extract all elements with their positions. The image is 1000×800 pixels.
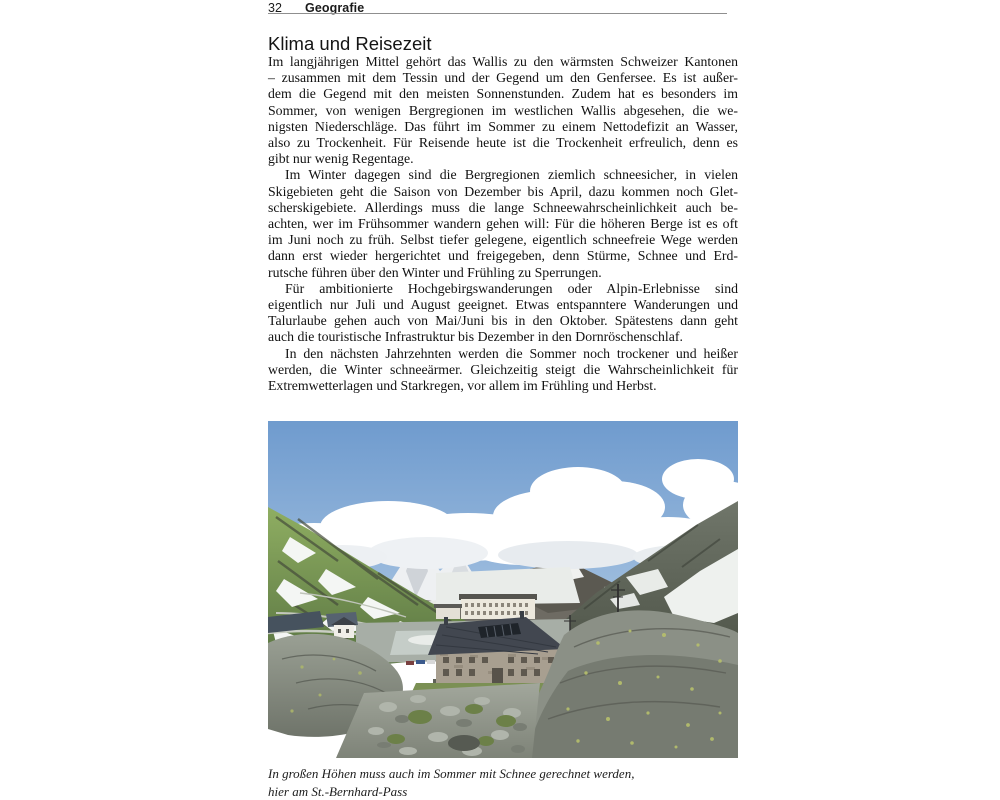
article-body — [268, 54, 738, 394]
body-line: Im Winter dagegen sind die Bergregionen ziemlich schneesicher, in vielen — [285, 167, 738, 183]
body-line: dann erst wieder hergerichtet und freigegeben, denn Stürme, Schnee und Erd- — [268, 248, 738, 264]
caption-line: In großen Höhen muss auch im Sommer mit Schnee gerechnet werden, — [268, 766, 635, 781]
scree-field — [336, 683, 540, 758]
body-line: rutsche führen über den Winter und Frühling zu Sperrungen. — [268, 264, 602, 280]
body-line: auch die touristische Infrastruktur bis Dezember in den Dornröschenschlaf. — [268, 329, 683, 345]
page-title: Klima und Reisezeit — [268, 33, 432, 55]
mountain-photo — [268, 421, 738, 758]
body-line: Im langjährigen Mittel gehört das Wallis zu den wärmsten Schweizer Kantonen — [268, 54, 738, 69]
body-line: eigentlich nur Juli und August geeignet. Etwas entspanntere Wanderungen und — [268, 297, 738, 313]
body-line: also zu Trockenheit. Für Reisende heute ist die Trockenheit erfreulich, denn es — [268, 135, 738, 151]
figure — [268, 421, 738, 800]
body-line: Extremwetterlagen und Starkregen, vor allem im Frühling und Herbst. — [268, 378, 657, 394]
body-line: gibt nur wenig Regentage. — [268, 151, 414, 167]
page-number: 32 — [268, 1, 282, 15]
figure-caption — [268, 765, 738, 800]
caption-line: hier am St.-Bernhard-Pass — [268, 783, 408, 799]
body-line: Für ambitionierte Hochgebirgswanderungen oder Alpin-Erlebnisse sind — [285, 280, 738, 296]
header-rule — [268, 13, 727, 14]
body-line: Skigebieten geht die Saison von Dezember bis April, dazu kommen noch Glet- — [268, 183, 738, 199]
body-line: In den nächsten Jahrzehnten werden die Sommer noch trockener und heißer — [285, 345, 738, 361]
body-line: im Juni noch zu früh. Selbst tiefer gelegene, eigentlich schneefreie Wege werden — [268, 232, 738, 248]
body-line: – zusammen mit dem Tessin und der Gegend um den Genfersee. Es ist außer- — [268, 70, 738, 86]
body-line: achten, wer im Frühsommer wandern gehen will: Für die höheren Berge ist es oft — [268, 216, 738, 232]
body-line: scherskigebiete. Allerdings muss die lange Schneewahrscheinlichkeit auch be- — [268, 199, 738, 215]
body-line: nigsten Niederschläge. Das führt im Sommer zu einem Nettodefizit an Wasser, — [268, 118, 738, 134]
section-title: Geografie — [305, 1, 365, 15]
body-line: Talurlaube gehen auch von Mai/Juni bis in den Oktober. Spätestens dann geht — [268, 313, 738, 329]
body-line: werden, die Winter schneeärmer. Gleichzeitig steigt die Wahrscheinlichkeit für — [268, 361, 738, 377]
body-line: Sommer, von wenigen Bergregionen im westlichen Wallis abgesehen, die we- — [268, 102, 738, 118]
body-line: dem die Gegend mit den meisten Sonnenstunden. Zudem hat es besonders im — [268, 86, 738, 102]
